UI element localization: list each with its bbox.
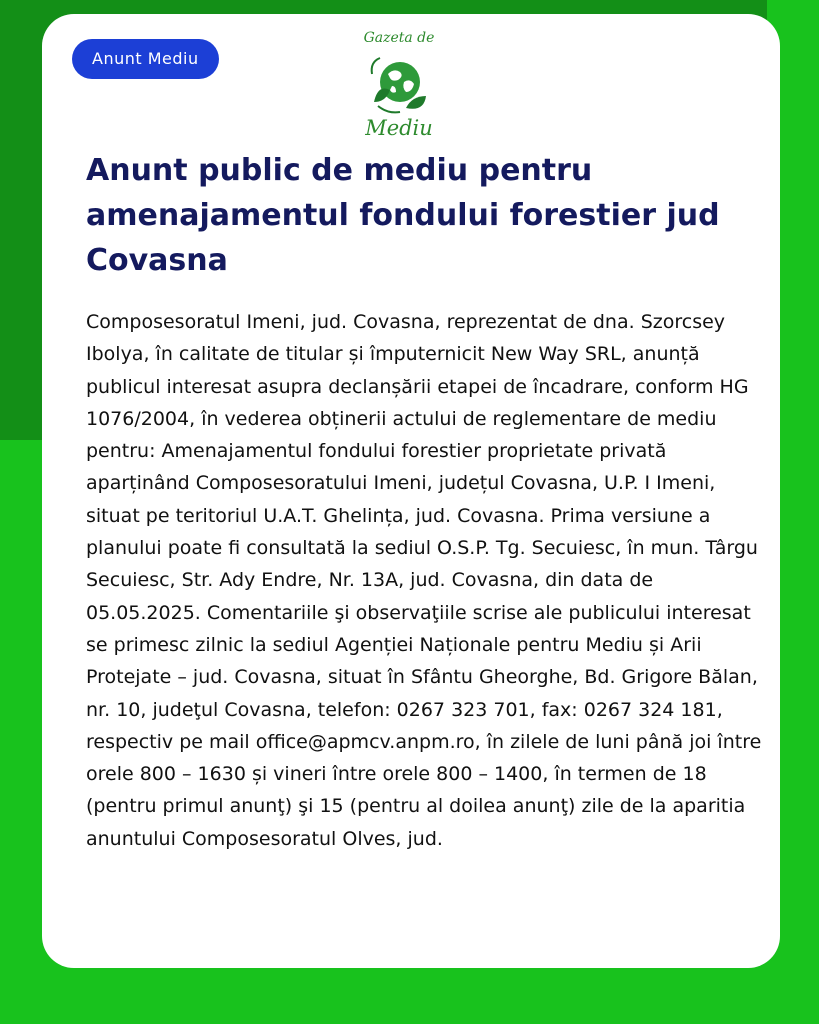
article-card — [42, 14, 780, 968]
category-badge[interactable]: Anunt Mediu — [72, 39, 219, 79]
logo-top-text: Gazeta de — [363, 30, 435, 46]
article-title: Anunt public de mediu pentru amenajamentul fondului forestier jud Covasna — [86, 153, 720, 278]
article-body: Composesoratul Imeni, jud. Covasna, reprezentat de dna. Szorcsey Ibolya, în calitate de titular și împuternicit New Way SRL, anunță publicul interesat asupra declanșării etapei de încadrare, conform HG 1076/2004, în vederea obținerii actului de reglementare de mediu pentru: Amenajamentul fondului forestier proprietate privată aparținând Composesoratului Imeni, județul Covasna, U.P. I Imeni, situat pe teritoriul U.A.T. Ghelința, jud. Covasna. Prima versiune a planului poate fi consultată la sediul O.S.P. Tg. Secuiesc, în mun. Târgu Secuiesc, Str. Ady Endre, Nr. 13A, jud. Covasna, din data de 05.05.2025. Comentariile şi observaţiile scrise ale publicului interesat se primesc zilnic la sediul Agenției Naționale pentru Mediu și Arii Protejate – jud. Covasna, situat în Sfântu Gheorghe, Bd. Grigore Bălan, nr. 10, judeţul Covasna, telefon: 0267 323 701, fax: 0267 324 181, respectiv pe mail office@apmcv.anpm.ro, în zilele de luni până joi între orele 800 – 1630 și vineri între orele 800 – 1400, în termen de 18 (pentru primul anunţ) şi 15 (pentru al doilea anunţ) zile de la aparitia anuntului Composesoratul Olves, jud. — [86, 311, 762, 850]
logo-bottom-text: Mediu — [365, 116, 433, 140]
gazeta-de-mediu-logo — [356, 30, 442, 142]
globe-leaf-icon — [368, 52, 430, 118]
